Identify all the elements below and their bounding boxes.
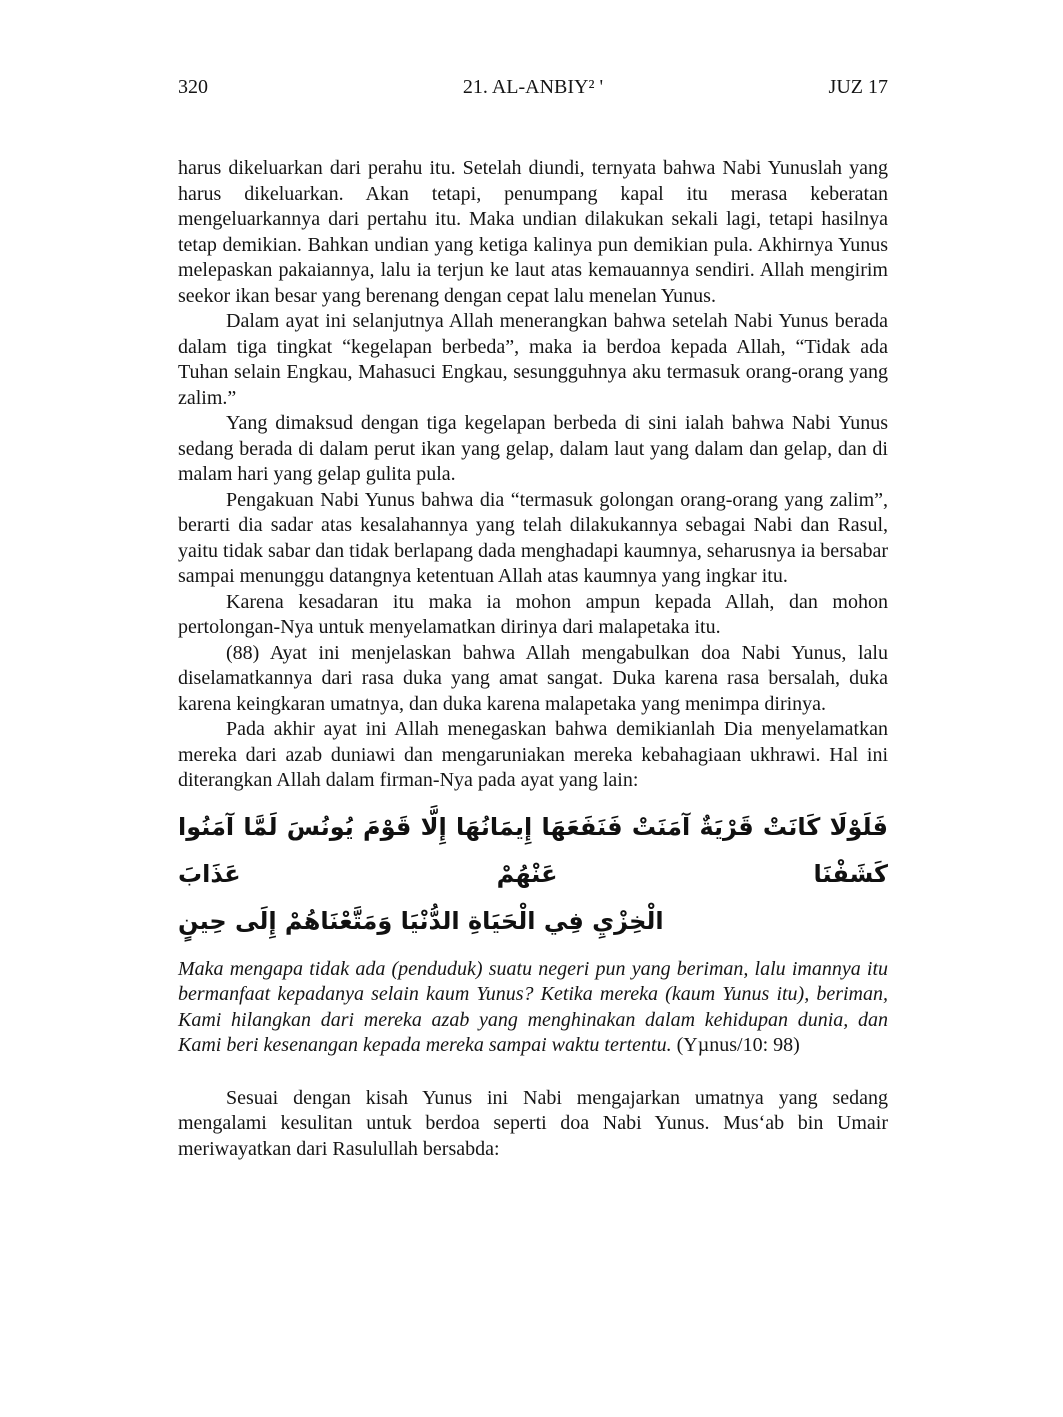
page-number: 320 bbox=[178, 76, 208, 98]
body-paragraph: Karena kesadaran itu maka ia mohon ampun kepada Allah, dan mohon pertolongan-Nya untuk menyelamatkan dirinya dari malapetaka itu. bbox=[178, 590, 888, 638]
body-text bbox=[178, 156, 888, 1162]
quran-verse-line-1: فَلَوْلَا كَانَتْ قَرْيَةٌ آمَنَتْ فَنَفَعَهَا إِيمَانُهَا إِلَّا قَوْمَ يُونُسَ لَمَّا آمَنُوا كَشَفْنَا عَنْهُمْ عَذَابَ bbox=[178, 812, 888, 888]
quran-verse-arabic bbox=[178, 804, 888, 945]
body-paragraph: Pengakuan Nabi Yunus bahwa dia “termasuk golongan orang-orang yang zalim”, berarti dia sadar atas kesalahannya yang telah dilakukannya sebagai Nabi dan Rasul, yaitu tidak sabar dan tidak berlapang dada menghadapi kaumnya, seharusnya ia bersabar sampai menunggu datangnya ketentuan Allah atas kaumnya yang ingkar itu. bbox=[178, 488, 888, 587]
body-paragraph: Dalam ayat ini selanjutnya Allah menerangkan bahwa setelah Nabi Yunus berada dalam tiga tingkat “kegelapan berbeda”, maka ia berdoa kepada Allah, “Tidak ada Tuhan selain Engkau, Mahasuci Engkau, sesungguhnya aku termasuk orang-orang yang zalim.” bbox=[178, 310, 888, 409]
body-paragraph: Yang dimaksud dengan tiga kegelapan berbeda di sini ialah bahwa Nabi Yunus sedang berada di dalam perut ikan yang gelap, dalam laut yang dalam dan gelap, dan di malam hari yang gelap gulita pula. bbox=[178, 412, 888, 485]
juz-label: JUZ 17 bbox=[828, 76, 888, 98]
body-paragraph: harus dikeluarkan dari perahu itu. Setelah diundi, ternyata bahwa Nabi Yunuslah yang harus dikeluarkan. Akan tetapi, penumpang kapal itu merasa keberatan mengeluarkannya dari pertahu itu. Maka undian dilakukan sekali lagi, tetapi hasilnya tetap demikian. Bahkan undian yang ketiga kalinya pun demikian pula. Akhirnya Yunus melepaskan pakaiannya, lalu ia terjun ke laut atas kemauannya sendiri. Allah mengirim seekor ikan besar yang berenang dengan cepat lalu menelan Yunus. bbox=[178, 157, 888, 307]
verse-reference: (Yµnus/10: 98) bbox=[676, 1034, 800, 1056]
verse-translation-text: Maka mengapa tidak ada (penduduk) suatu negeri pun yang beriman, lalu imannya itu bermanfaat kepadanya selain kaum Yunus? Ketika mereka (kaum Yunus itu), beriman, Kami hilangkan dari mereka azab yang menghinakan dalam kehidupan dunia, dan Kami beri kesenangan kepada mereka sampai waktu tertentu. bbox=[178, 957, 888, 1056]
body-paragraph: Sesuai dengan kisah Yunus ini Nabi mengajarkan umatnya yang sedang mengalami kesulitan untuk berdoa seperti doa Nabi Yunus. Mus‘ab bin Umair meriwayatkan dari Rasulullah bersabda: bbox=[178, 1086, 888, 1160]
quran-verse-line-2: الْخِزْيِ فِي الْحَيَاةِ الدُّنْيَا وَمَتَّعْنَاهُمْ إِلَى حِينٍ bbox=[178, 906, 664, 935]
body-paragraph: Pada akhir ayat ini Allah menegaskan bahwa demikianlah Dia menyelamatkan mereka dari azab duniawi dan mengaruniakan mereka kebahagiaan ukhrawi. Hal ini diterangkan Allah dalam firman-Nya pada ayat yang lain: bbox=[178, 718, 888, 791]
body-paragraph: (88) Ayat ini menjelaskan bahwa Allah mengabulkan doa Nabi Yunus, lalu diselamatkannya dari rasa duka yang amat sangat. Duka karena rasa bersalah, duka karena keingkaran umatnya, dan duka karena malapetaka yang menimpa dirinya. bbox=[178, 641, 888, 715]
page-header bbox=[178, 76, 888, 99]
verse-translation bbox=[178, 957, 888, 1059]
chapter-title: 21. AL-ANBIY² ' bbox=[462, 76, 604, 98]
